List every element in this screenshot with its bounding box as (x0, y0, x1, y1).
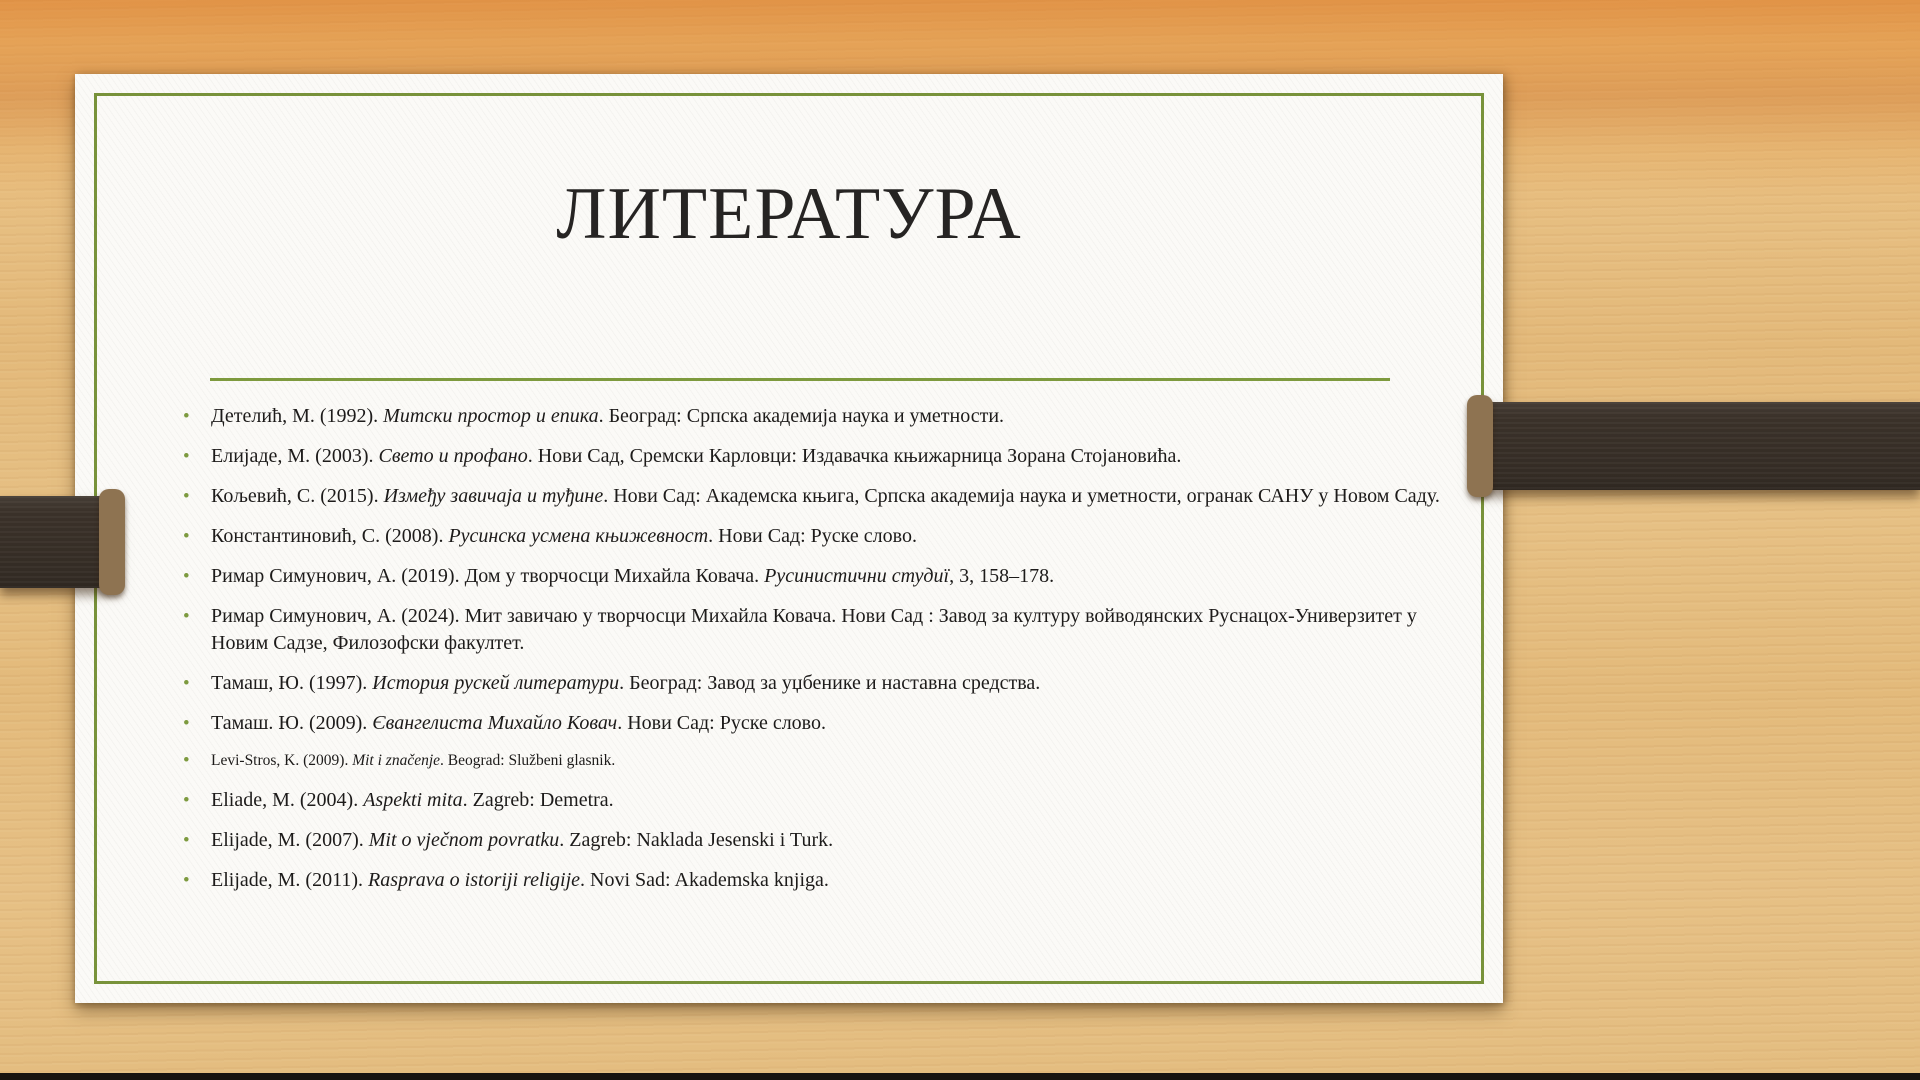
reference-text: . Zagreb: Demetra. (462, 789, 614, 811)
reference-text: , 3, 158–178. (949, 565, 1055, 587)
reference-title-text: Русинска усмена књижевност (448, 525, 709, 547)
reference-title-text: История рускей литератури (372, 672, 620, 694)
reference-item (181, 603, 1449, 657)
reference-text: . Нови Сад: Руске слово. (708, 525, 917, 547)
reference-item (181, 563, 1449, 590)
bullet-icon: • (183, 673, 190, 694)
reference-text: Кољевић, С. (2015). (211, 485, 384, 507)
reference-item (181, 827, 1449, 854)
reference-text: Детелић, М. (1992). (211, 405, 384, 427)
bullet-icon: • (183, 526, 190, 547)
bottom-edge-strip (0, 1073, 1920, 1080)
reference-text: Елијаде, М. (2003). (211, 445, 379, 467)
reference-text: . Нови Сад: Руске слово. (617, 712, 826, 734)
title-divider-line (210, 378, 1390, 381)
reference-text: . Нови Сад, Сремски Карловци: Издавачка књижарница Зорана Стојановића. (527, 445, 1182, 467)
bullet-icon: • (183, 406, 190, 427)
reference-title-text: Mit i značenje (352, 752, 441, 769)
bullet-icon: • (183, 790, 190, 811)
reference-text: Levi-Stros, K. (2009). (211, 752, 353, 769)
reference-item (181, 523, 1449, 550)
reference-item (181, 750, 1449, 772)
reference-text: . Београд: Завод за уџбенике и наставна средства. (619, 672, 1041, 694)
reference-text: Elijade, M. (2011). (211, 869, 369, 891)
reference-text: . Novi Sad: Akademska knjiga. (580, 869, 829, 891)
reference-text: Тамаш, Ю. (1997). (211, 672, 373, 694)
right-ribbon-decoration (1472, 402, 1920, 490)
bullet-icon: • (183, 446, 190, 467)
reference-title-text: Митски простор и епика (383, 405, 599, 427)
reference-item (181, 483, 1449, 510)
reference-text: . Београд: Српска академија наука и уметности. (598, 405, 1005, 427)
bullet-icon: • (183, 566, 190, 587)
reference-text: . Нови Сад: Академска књига, Српска академија наука и уметности, огранак САНУ у Новом Саду. (603, 485, 1440, 507)
bullet-icon: • (183, 870, 190, 891)
reference-title-text: Свето и профано (378, 445, 528, 467)
reference-item (181, 787, 1449, 814)
reference-text: . Beograd: Službeni glasnik. (440, 752, 616, 769)
reference-title-text: Између завичаја и туђине (383, 485, 604, 507)
references-list (181, 403, 1449, 907)
reference-item (181, 443, 1449, 470)
reference-title-text: Rasprava o istoriji religije (368, 869, 581, 891)
reference-item (181, 670, 1449, 697)
reference-title-text: Русинистични студиї (764, 565, 950, 587)
bullet-icon: • (183, 713, 190, 734)
reference-title-text: Aspekti mita (363, 789, 463, 811)
slide-sheet (75, 74, 1503, 1003)
bullet-icon: • (183, 750, 190, 771)
reference-text: Eliade, M. (2004). (211, 789, 364, 811)
reference-text: Римар Симунович, А. (2019). Дом у творчосци Михайла Ковача. (211, 565, 765, 587)
reference-item (181, 867, 1449, 894)
reference-text: Тамаш. Ю. (2009). (211, 712, 373, 734)
reference-text: Римар Симунович, А. (2024). Мит завичаю у творчосци Михайла Ковача. Нови Сад : Завод за културу войводянских Руснацох-Универзитет у Новим Садзе, Филозофски факултет. (211, 605, 1417, 654)
reference-text: . Zagreb: Naklada Jesenski i Turk. (559, 829, 834, 851)
reference-text: Elijade, M. (2007). (211, 829, 369, 851)
reference-item (181, 403, 1449, 430)
bullet-icon: • (183, 830, 190, 851)
reference-item (181, 710, 1449, 737)
bullet-icon: • (183, 606, 190, 627)
bullet-icon: • (183, 486, 190, 507)
slide-title: ЛИТЕРАТУРА (556, 173, 1022, 255)
reference-title-text: Євангелиста Михайло Ковач (372, 712, 618, 734)
reference-text: Константиновић, С. (2008). (211, 525, 449, 547)
left-ribbon-decoration (0, 496, 120, 588)
reference-title-text: Mit o vječnom povratku (368, 829, 560, 851)
